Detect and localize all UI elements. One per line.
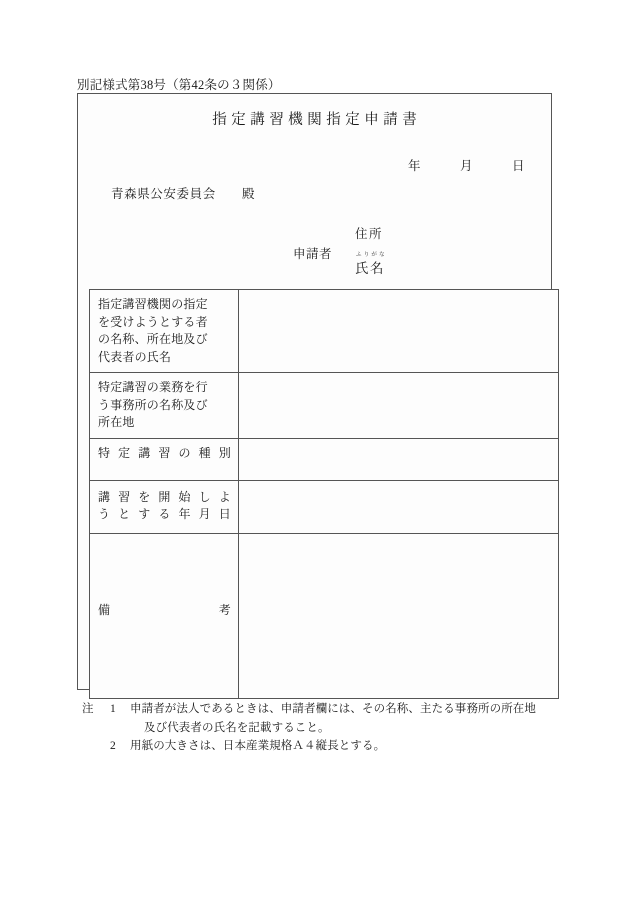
table-row: [90, 373, 559, 439]
row-label-office: [90, 373, 239, 439]
label-line: 所在地: [98, 415, 135, 430]
furigana-label: ふりがな: [356, 252, 387, 258]
label-line: 特定講習の業務を行: [98, 380, 208, 395]
table-row: [90, 533, 559, 698]
row-value-course-type[interactable]: [239, 438, 559, 480]
note-text: [130, 700, 582, 737]
table-row: [90, 438, 559, 480]
table-row: [90, 480, 559, 533]
row-value-office[interactable]: [239, 373, 559, 439]
notes-heading: 注: [82, 703, 94, 715]
label-line: 考: [218, 602, 231, 617]
note-text: [130, 737, 582, 756]
note-text-line: 申請者が法人であるときは、申請者欄には、その名称、主たる事務所の所在地: [130, 703, 536, 715]
applicant-label: 申請者: [293, 247, 333, 261]
row-value-start-date[interactable]: [239, 480, 559, 533]
row-label-start-date: [90, 480, 239, 533]
application-table: [89, 289, 559, 699]
footer-notes: [82, 700, 582, 756]
applicant-name-group: [355, 252, 387, 277]
label-line: を受けようとする者: [98, 314, 208, 329]
label-line: 代表者の氏名: [98, 349, 172, 364]
form-outer-box: [77, 93, 552, 690]
row-label-remarks: [90, 533, 239, 698]
row-label-organization: [90, 290, 239, 373]
table-row: [90, 290, 559, 373]
note-text-line: 用紙の大きさは、日本産業規格Ａ４縦長とする。: [130, 740, 386, 753]
row-value-remarks[interactable]: [239, 533, 559, 698]
row-value-organization[interactable]: [239, 290, 559, 373]
form-number-label: 別記様式第38号（第42条の３関係）: [77, 78, 281, 92]
date-line: 年 月 日: [407, 159, 525, 173]
note-item-1: [82, 700, 582, 737]
addressee-line: 青森県公安委員会 殿: [111, 187, 256, 201]
label-line: の名称、所在地及び: [98, 332, 208, 347]
label-line: 講習を開始しよ: [98, 489, 231, 504]
row-label-course-type: [90, 438, 239, 480]
label-line: うとする年月日: [98, 507, 231, 522]
note-text-line: 及び代表者の氏名を記載すること。: [144, 721, 330, 734]
applicant-address-label: 住所: [355, 227, 384, 241]
label-line: う事務所の名称及び: [98, 397, 208, 412]
label-line: 指定講習機関の指定: [98, 297, 208, 311]
page-title: 指定講習機関指定申請書: [212, 112, 422, 128]
note-item-2: [82, 737, 582, 756]
label-line: 特定講習の種別: [98, 445, 231, 460]
note-number: 2: [110, 740, 116, 753]
applicant-block: [293, 224, 473, 286]
note-number: 1: [110, 703, 116, 715]
applicant-name-label: 氏名: [355, 261, 385, 276]
label-line: 備: [98, 602, 111, 617]
